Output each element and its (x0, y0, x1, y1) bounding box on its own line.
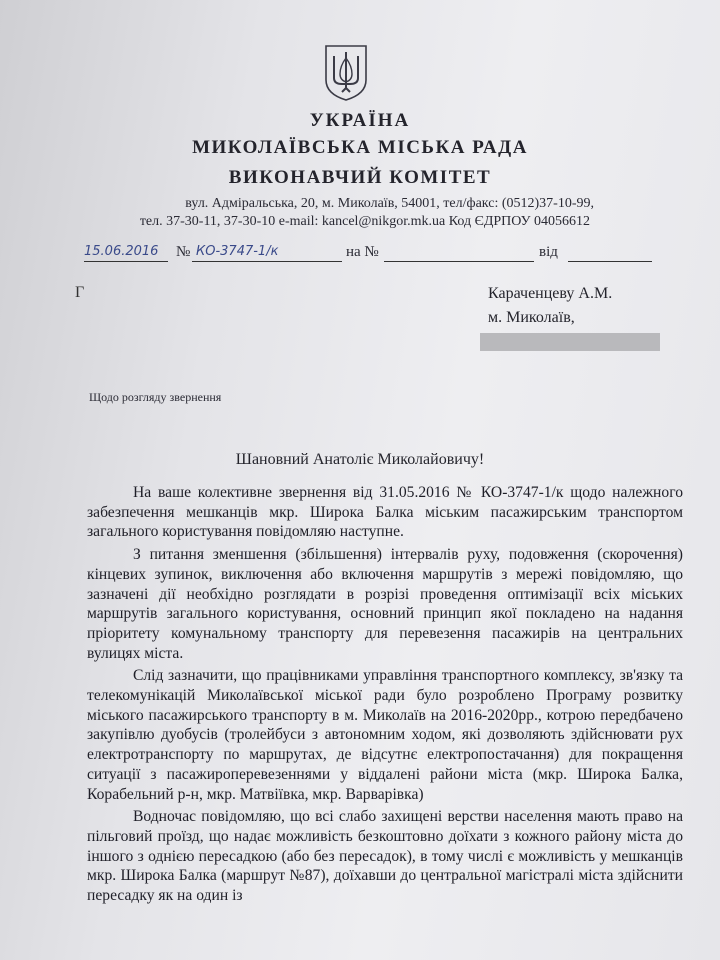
paragraph: З питання зменшення (збільшення) інтервалів руху, подовження (скорочення) кінцевих зупинок, виключення або включення маршрутів з мережі повідомляю, що зазначені дії необхідно розглядати в розрізі проведення оптимізації всіх міських маршрутів загального користування, основний принцип якої покладено на надання пріоритету комунальному транспорту для перевезення пасажирів на центральних вулицях міста. (87, 546, 683, 662)
paragraph: Слід зазначити, що працівниками управління транспортного комплексу, зв'язку та телекомунікацій Миколаївської міської ради було розроблено Програму розвитку міського пасажирського транспорту в м. Миколаїв на 2016-2020рр., котрою передбачено закупівлю дуобусів (тролейбуси з автономним ходом, які дозволяють здійснювати рух електротранспорту по маршрутах, де відсутнє електропостачання) для покращення ситуації з пасажироперевезеннями у віддалені райони міста (мкр. Широка Балка, Корабельний р-н, мкр. Матвіївка, мкр. Варварівка) (87, 667, 683, 803)
registration-line (84, 244, 664, 268)
registration-number: КО-3747-1/к (196, 244, 279, 259)
trident-emblem-icon (322, 44, 370, 102)
paragraph: Водночас повідомляю, що всі слабо захищені верстви населення мають право на пільговий проїзд, що надає можливість безкоштовно доїхати з кожного району міста до іншого з однією пересадкою (або без пересадок), в тому числі є можливість у мешканців мкр. Широка Балка (маршрут №87), доїхавши до центральної магістралі міста здійснити пересадку як на один із (87, 808, 683, 905)
subject-line: Щодо розгляду звернення (89, 390, 222, 404)
council-title: МИКОЛАЇВСЬКА МІСЬКА РАДА (192, 137, 528, 158)
country-title: УКРАЇНА (309, 110, 411, 131)
letter-body (87, 483, 683, 909)
registration-date: 15.06.2016 (84, 244, 159, 259)
salutation: Шановний Анатоліє Миколайовичу! (235, 451, 485, 468)
address-line-2: тел. 37-30-11, 37-30-10 e-mail: kancel@nikgor.mk.ua Код ЄДРПОУ 04056612 (139, 214, 590, 229)
from-label: від (539, 244, 558, 260)
ref-label: на № (346, 244, 379, 260)
paragraph: На ваше колективне звернення від 31.05.2016 № КО-3747-1/к щодо належного забезпечення мешканців мкр. Широка Балка міським пасажирським транспортом загального користування повідомляю наступне. (87, 484, 683, 541)
number-label: № (176, 244, 191, 260)
corner-mark: Г (75, 284, 85, 301)
redacted-address (480, 333, 660, 351)
committee-title: ВИКОНАВЧИЙ КОМІТЕТ (228, 167, 492, 188)
recipient-city: м. Миколаїв, (488, 309, 575, 326)
address-line-1: вул. Адміральська, 20, м. Миколаїв, 54001, тел/факс: (0512)37-10-99, (185, 196, 594, 211)
recipient-name: Караченцеву А.М. (488, 285, 613, 302)
